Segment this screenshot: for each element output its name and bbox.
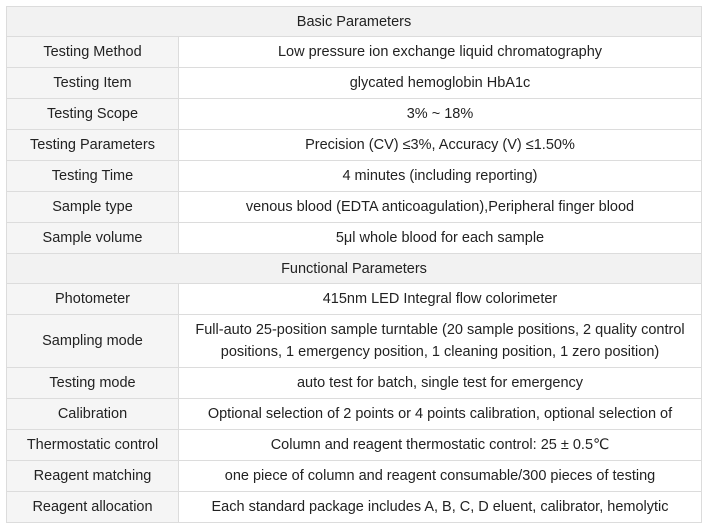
row-label: Thermostatic control <box>7 430 179 461</box>
row-label: Reagent matching <box>7 461 179 492</box>
table-row <box>7 161 702 192</box>
table-row <box>7 130 702 161</box>
row-label: Testing mode <box>7 368 179 399</box>
row-value <box>179 223 702 254</box>
section-title: Basic Parameters <box>7 7 702 37</box>
row-value <box>179 430 702 461</box>
row-value <box>179 161 702 192</box>
row-label: Photometer <box>7 284 179 315</box>
section-title: Functional Parameters <box>7 254 702 284</box>
table-row <box>7 37 702 68</box>
table-row <box>7 284 702 315</box>
table-row <box>7 399 702 430</box>
table-row <box>7 192 702 223</box>
row-label: Sample volume <box>7 223 179 254</box>
row-value <box>179 284 702 315</box>
table-row <box>7 430 702 461</box>
row-label: Sample type <box>7 192 179 223</box>
row-value-text: 5μl whole blood for each sample <box>335 230 545 246</box>
table-row <box>7 99 702 130</box>
row-value-text: one piece of column and reagent consumable/300 pieces of testing <box>224 468 656 484</box>
row-value <box>179 68 702 99</box>
row-value-text: 3% ~ 18% <box>406 106 474 122</box>
section-header-basic <box>7 7 702 37</box>
row-label: Reagent allocation <box>7 492 179 523</box>
row-value-text: venous blood (EDTA anticoagulation),Peripheral finger blood <box>245 199 635 215</box>
row-value <box>179 461 702 492</box>
row-value <box>179 368 702 399</box>
row-label: Testing Time <box>7 161 179 192</box>
table-row <box>7 315 702 368</box>
row-value-text: Optional selection of 2 points or 4 points calibration, optional selection of <box>207 406 673 422</box>
row-value <box>179 37 702 68</box>
row-value <box>179 130 702 161</box>
row-value <box>179 99 702 130</box>
row-label: Calibration <box>7 399 179 430</box>
row-value-text: Column and reagent thermostatic control: 25 ± 0.5℃ <box>270 437 610 453</box>
row-value <box>179 192 702 223</box>
table-row <box>7 461 702 492</box>
row-value-text: glycated hemoglobin HbA1c <box>349 75 531 91</box>
table-row <box>7 492 702 523</box>
row-label: Testing Parameters <box>7 130 179 161</box>
row-value <box>179 492 702 523</box>
table-row <box>7 223 702 254</box>
section-header-functional <box>7 254 702 284</box>
row-label: Testing Method <box>7 37 179 68</box>
row-value-text: 4 minutes (including reporting) <box>342 168 538 184</box>
parameters-table <box>6 6 702 523</box>
row-label: Testing Scope <box>7 99 179 130</box>
row-value-text: Each standard package includes A, B, C, D eluent, calibrator, hemolytic <box>211 499 669 515</box>
row-value <box>179 315 702 368</box>
row-value-text: Precision (CV) ≤3%, Accuracy (V) ≤1.50% <box>305 137 575 153</box>
row-value-text: 415nm LED Integral flow colorimeter <box>322 291 558 307</box>
row-value-text: auto test for batch, single test for emergency <box>296 375 584 391</box>
row-value-text: Full-auto 25-position sample turntable (20 sample positions, 2 quality control positions, 1 emergency position, 1 cleaning position, 1 zero position) <box>195 322 685 360</box>
table-row <box>7 68 702 99</box>
row-label: Sampling mode <box>7 315 179 368</box>
row-value <box>179 399 702 430</box>
row-label: Testing Item <box>7 68 179 99</box>
table-row <box>7 368 702 399</box>
row-value-text: Low pressure ion exchange liquid chromatography <box>277 44 603 60</box>
